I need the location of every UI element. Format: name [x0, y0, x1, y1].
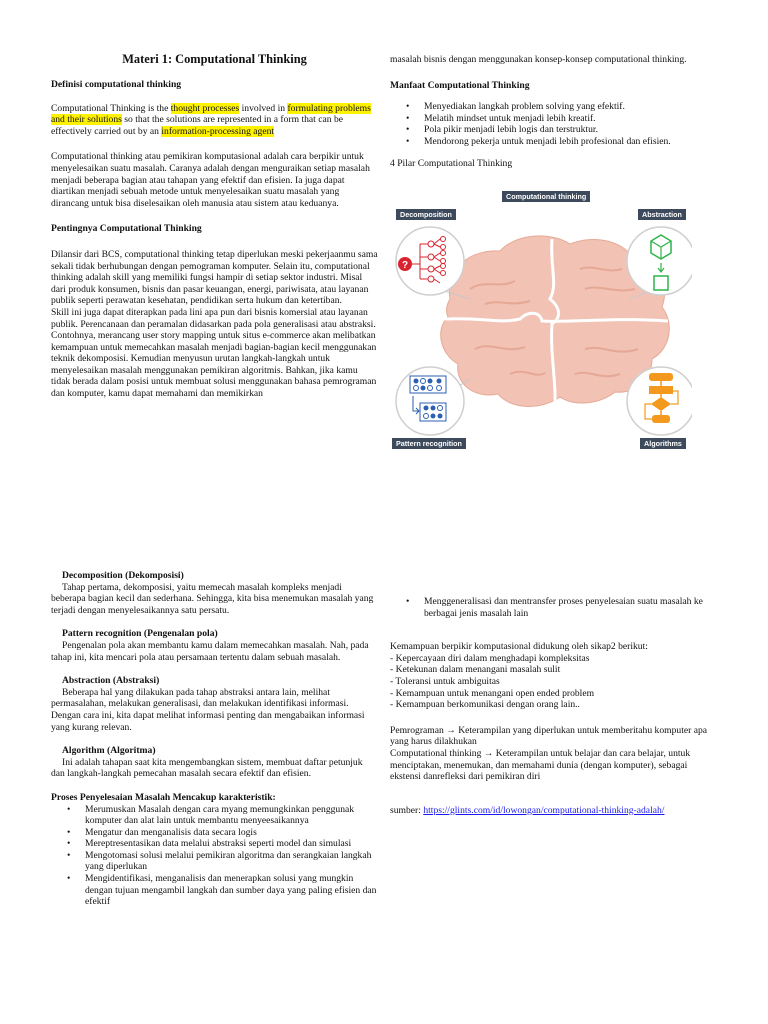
pillar-caption: 4 Pilar Computational Thinking [390, 157, 513, 169]
algorithm-heading: Algorithm (Algoritma) [62, 745, 156, 757]
definition-text-3: so that the solutions are represented in a form that can be effectively carried out by an [51, 114, 344, 137]
page2-right-column [390, 596, 708, 816]
definition-text-2: involved in [239, 102, 288, 114]
attitude-item: - Ketekunan dalam menangani masalah sulit [390, 664, 561, 676]
highlight-formulating-problems: formulating problems and their solutions [51, 102, 371, 126]
importance-paragraph-2: Skill ini juga dapat diterapkan pada lini apa pun dari bisnis komersial atau layanan publik. Perencanaan dan peramalan didasarkan pada pola generalisasi atau abstraksi. Contohnya, merancang user story mapping untuk situs e-commerce akan melibatkan kemampuan untuk memecahkan masalah menjadi bagian-bagian kecil menggunakan teknik dekomposisi. Kemudian menyusun urutan langkah-langkah untuk menyelesaikan masalah menggunakan pemikiran algoritmis. Bahkan, jika kamu tidak berada dalam posisi untuk membuat solusi menggunakan bahasa pemrograman dan komputer, kamu dapat memahami dan memikirkan [51, 306, 377, 400]
benefit-list [390, 101, 708, 147]
importance-heading: Pentingnya Computational Thinking [51, 223, 202, 235]
source-line [390, 805, 708, 817]
highlight-information-agent: information-processing agent [161, 125, 275, 137]
benefit-item: • Menyediakan langkah problem solving yang efektif. [390, 101, 708, 113]
page-2 [0, 560, 768, 1024]
figure-label-decomposition: Decomposition [396, 209, 456, 220]
attitude-item: - Kepercayaan diri dalam menghadapi kompleksitas [390, 652, 590, 664]
programming-definition: Pemrograman → Keterampilan yang diperlukan untuk memberitahu komputer apa yang harus dilakhukan [390, 724, 708, 748]
definition-heading: Definisi computational thinking [51, 79, 182, 90]
abstraction-paragraph: Beberapa hal yang dilakukan pada tahap abstraksi antara lain, melihat permasalahan, melakukan generalisasi, dan melakukan identifikasi informasi. Dengan cara ini, kita dapat melihat informasi penting dan mengabaikan informasi yang kurang relevan. [51, 686, 365, 733]
process-list [51, 804, 378, 908]
figure-center-label: Computational thinking [502, 191, 590, 202]
definition-english-paragraph [51, 103, 378, 138]
source-label: sumber: [390, 804, 424, 816]
importance-paragraph-1: Dilansir dari BCS, computational thinking tetap diperlukan meski pekerjaanmu sama sekali tidak berhubungan dengan pemograman komputer. Selain itu, computational thinking adalah skill yang memiliki fungsi hampir di setiap sektor industri. Misal dari produk konsumen, bisnis dan pasar keuangan, energi, pariwisata, atau layanan publik seperti perawatan kesehatan, pendidikan serta hukum dan ketertiban. [51, 248, 378, 307]
algorithm-paragraph: Ini adalah tahapan saat kita mengembangkan sistem, membuat daftar petunjuk dan langkah-langkah pemecahan masalah secara efektif dan efisien. [51, 756, 363, 780]
process-item: • Merumuskan Masalah dengan cara myang memungkinkan penggunak komputer dan alat lain untuk membantu menyeesaikannya [51, 804, 378, 827]
process-item: • Menggeneralisasi dan mentransfer proses penyelesaian suatu masalah ke berbagai jenis masalah lain [390, 596, 708, 619]
ct-definition: Computational thinking → Keterampilan untuk belajar dan cara belajar, untuk menciptakan, menemukan, dan memahami dunia (dengan komputer), sebagai ekstensi danrefleksi dari pemikiran diri [390, 747, 691, 783]
definition-text-1: Computational Thinking is the [51, 102, 171, 114]
benefit-heading: Manfaat Computational Thinking [390, 79, 530, 91]
continued-paragraph: masalah bisnis dengan menggunakan konsep-konsep computational thinking. [390, 54, 687, 65]
page-title: Materi 1: Computational Thinking [122, 52, 307, 66]
process-item: • Mereptresentasikan data melalui abstraksi seperti model dan simulasi [51, 838, 378, 850]
benefit-item: • Melatih mindset untuk menjadi lebih kreatif. [390, 113, 708, 125]
benefit-item: • Mendorong pekerja untuk menjadi lebih profesional dan efisien. [390, 136, 708, 148]
svg-text:?: ? [401, 260, 409, 271]
brain-puzzle-illustration [390, 189, 692, 454]
process-item: • Mengotomasi solusi melalui pemikiran algoritma dan serangkaian langkah yang diperlukan [51, 850, 378, 873]
abstraction-circle [627, 227, 692, 295]
attitude-intro: Kemampuan berpikir komputasional didukung oleh sikap2 berikut: [390, 641, 648, 653]
page1-left-column [51, 52, 378, 400]
pattern-heading: Pattern recognition (Pengenalan pola) [62, 628, 218, 640]
source-link[interactable]: https://glints.com/id/lowongan/computational-thinking-adalah/ [423, 804, 665, 816]
pillars-figure [390, 189, 692, 454]
benefit-item: • Pola pikir menjadi lebih logis dan terstruktur. [390, 124, 708, 136]
process-item: • Mengidentifikasi, menganalisis dan menerapkan solusi yang mungkin dengan tujuan mengambil langkah dan sumber daya yang paling efisien dan efektif [51, 873, 378, 908]
decomposition-paragraph: Tahap pertama, dekomposisi, yaitu memecah masalah kompleks menjadi beberapa bagian kecil dan sederhana. Sehingga, kita bisa menemukan masalah yang terjadi dengan menyelesaikannya satu persatu. [51, 581, 374, 616]
attitude-item: - Kemampuan berkomunikasi dengan orang lain.. [390, 699, 580, 711]
page2-left-column [51, 570, 378, 908]
process-list-continued [390, 596, 708, 619]
process-item: • Mengatur dan menganalisis data secara logis [51, 827, 378, 839]
highlight-thought-processes: thought processes [170, 102, 240, 114]
definition-indonesian-paragraph: Computational thinking atau pemikiran komputasional adalah cara berpikir untuk menyelesaikan suatu masalah. Caranya adalah dengan menguraikan setiap masalah menjadi beberapa bagian atau tahapan yang efektif dan efisien. Ia juga dapat diartikan menjadi sebuah metode untuk menyelesaikan suatu masalah yang dirancang untuk bisa diselesaikan oleh manusia atau sistem atau keduanya. [51, 151, 370, 209]
attitude-item: - Kemampuan untuk menangani open ended problem [390, 687, 595, 699]
pattern-circle [396, 367, 464, 435]
process-heading: Proses Penyelesaian Masalah Mencakup karakteristik: [51, 791, 276, 803]
figure-label-algorithms: Algorithms [640, 438, 686, 449]
page1-right-column [390, 54, 708, 169]
figure-label-pattern-recognition: Pattern recognition [392, 438, 466, 449]
abstraction-heading: Abstraction (Abstraksi) [62, 675, 160, 687]
figure-label-abstraction: Abstraction [638, 209, 686, 220]
attitude-item: - Toleransi untuk ambiguitas [390, 675, 500, 687]
decomposition-heading: Decomposition (Dekomposisi) [62, 570, 184, 581]
pattern-paragraph: Pengenalan pola akan membantu kamu dalam memecahkan masalah. Nah, pada tahap ini, kita mencari pola atau persamaan tertentu dalam sebuah masalah. [51, 639, 369, 663]
